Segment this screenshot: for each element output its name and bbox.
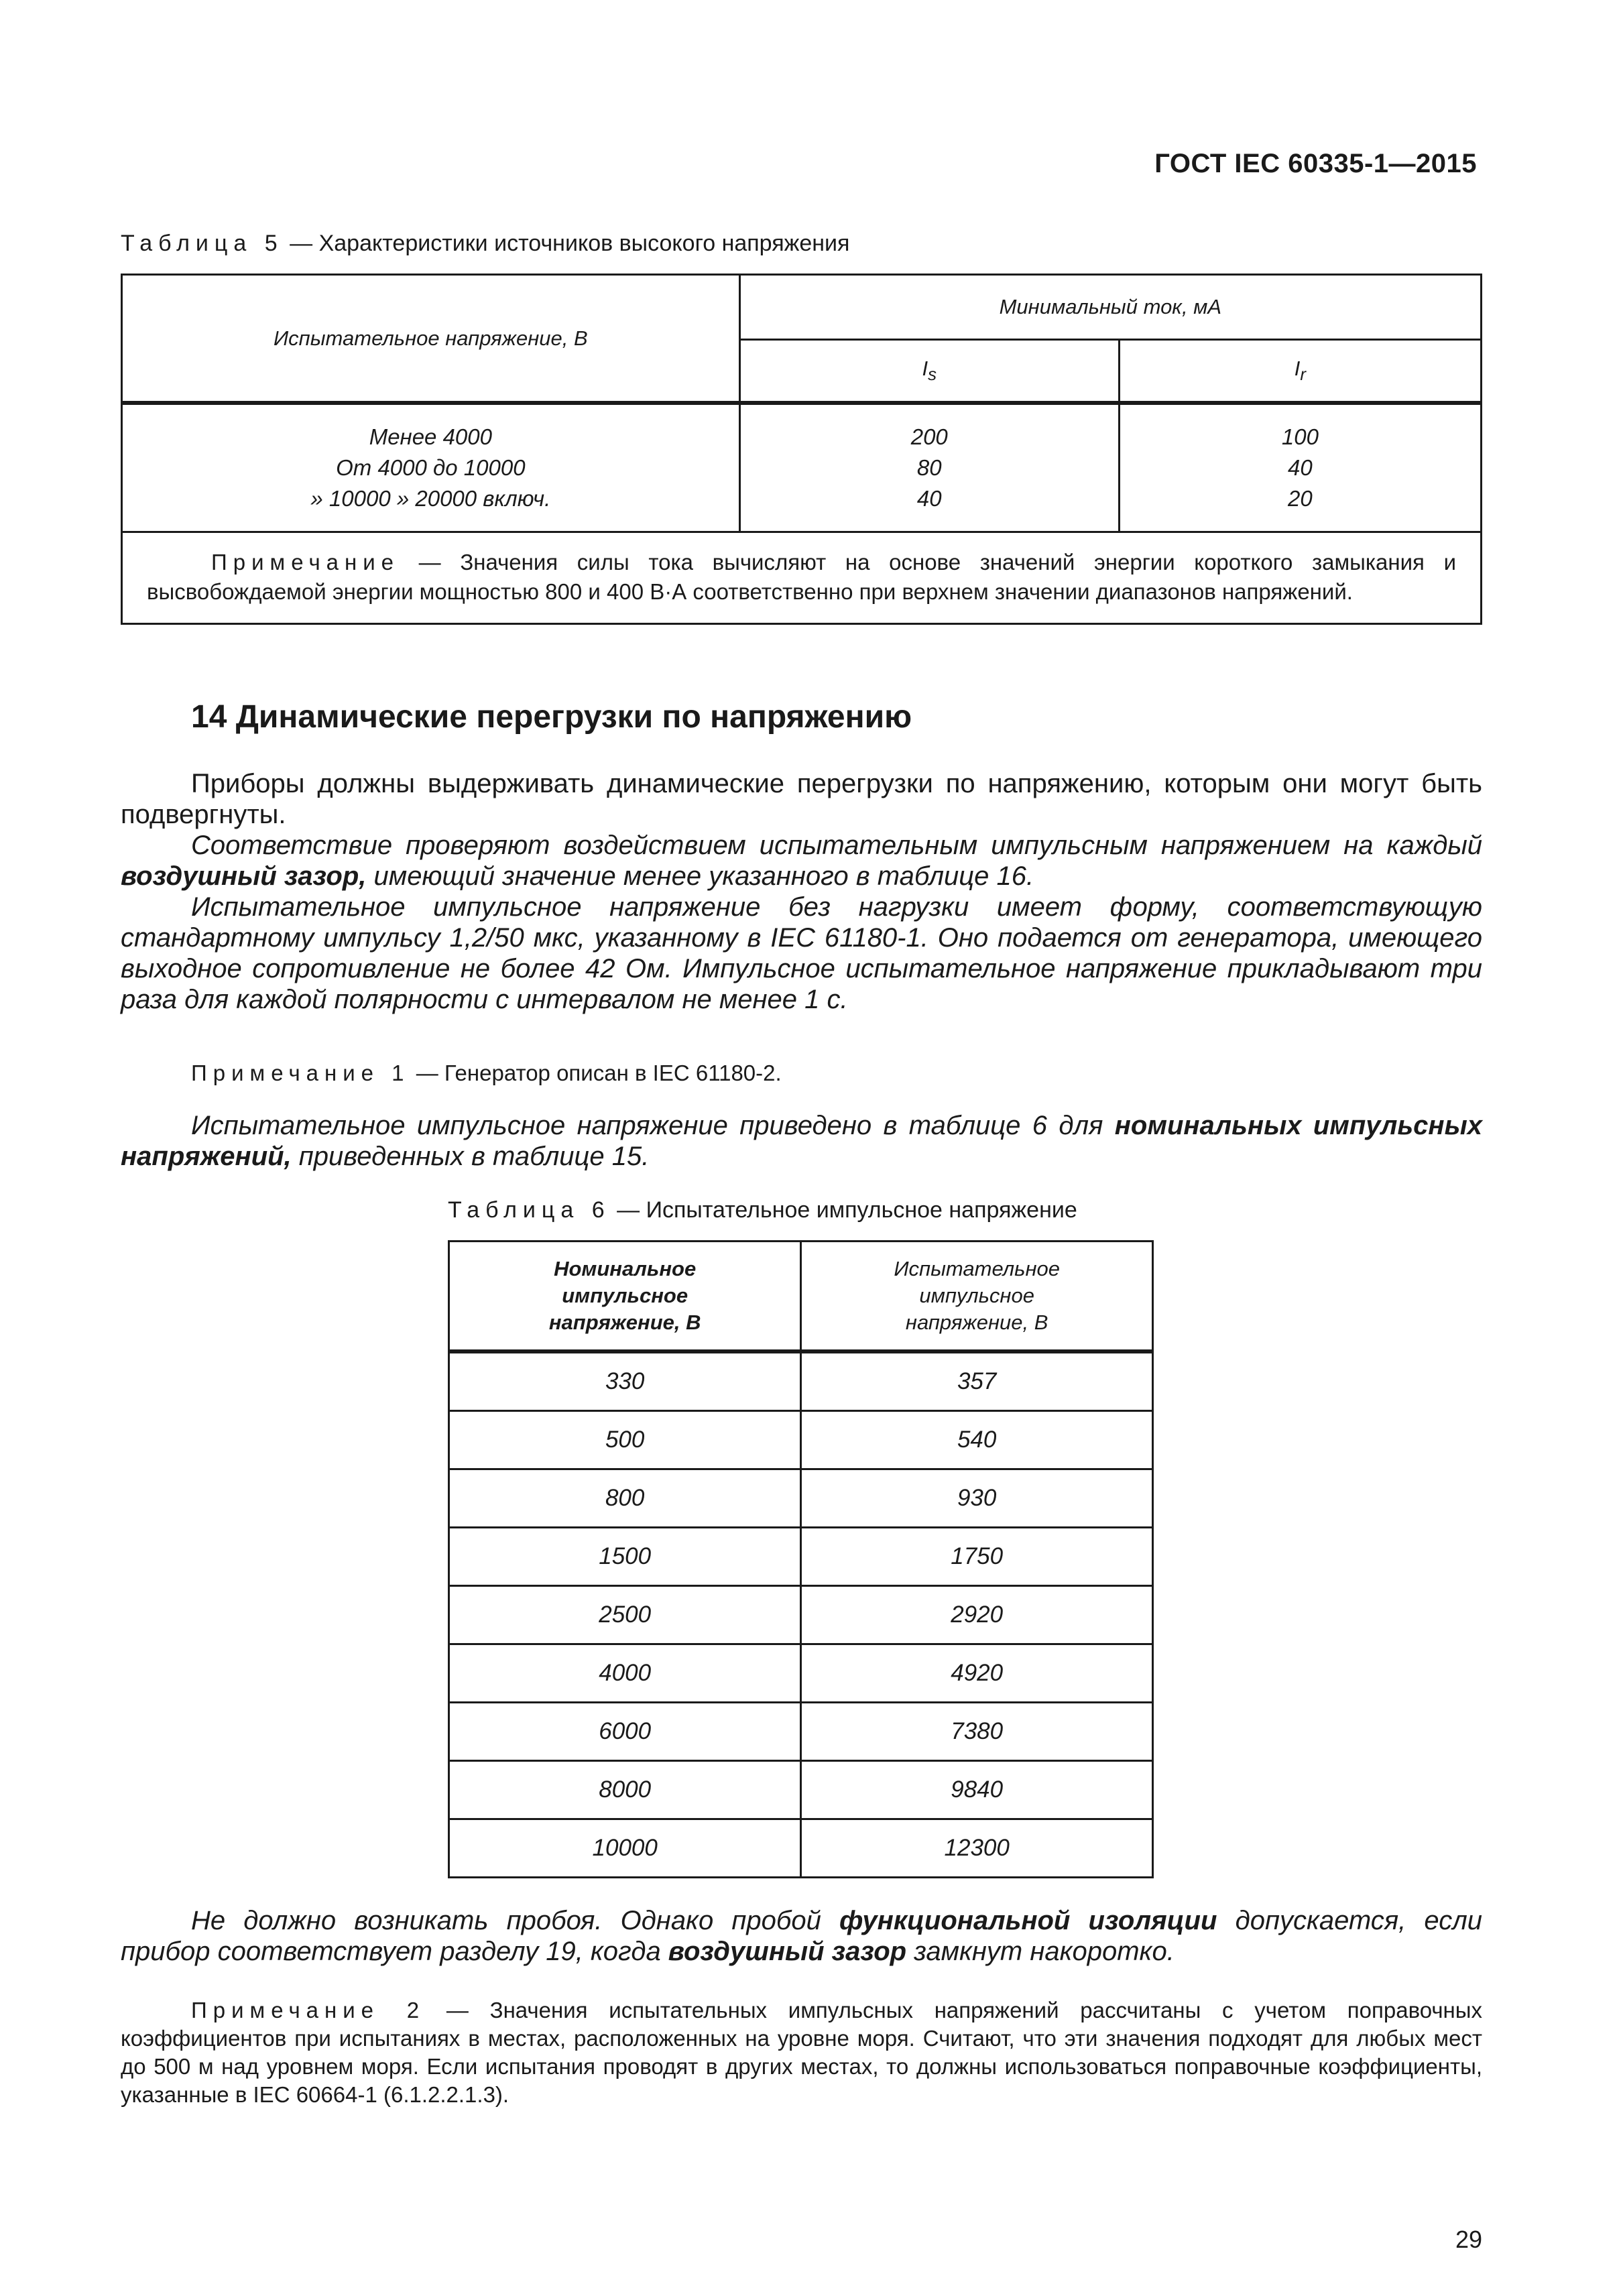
table5-ir-cell (1119, 403, 1481, 532)
table6-caption-text: — Испытательное импульсное напряжение (617, 1197, 1077, 1223)
p5-text: допускается, если прибор соответствует разделу 19, когда (121, 1906, 1482, 1966)
test-voltage-cell: 930 (801, 1469, 1153, 1528)
term-functional-insulation: функциональной изоляции (839, 1906, 1217, 1935)
table5-col1-header: Испытательное напряжение, В (122, 275, 740, 404)
voltage-value: От 4000 до 10000 (336, 455, 526, 480)
rated-voltage-cell: 10000 (449, 1819, 801, 1878)
table5-col2-header (739, 340, 1119, 404)
table5-group-header: Минимальный ток, мА (739, 275, 1481, 340)
note2-text: — Значения испытательных импульсных напряжений рассчитаны с учетом поправочных коэффициентов при испытаниях в местах, расположенных на уровне моря. Считают, что эти значения подходят для любых мест до 500 м над уровнем моря. Если испытания проводят в других местах, то должны использоваться поправочные коэффициенты, указанные в IEC 60664-1 (6.1.2.2.1.3). (121, 1998, 1483, 2107)
note2-label: Примечание 2 (191, 1998, 426, 2022)
note1-text: — Генератор описан в IEC 61180-2. (416, 1061, 782, 1085)
table6 (448, 1240, 1154, 1878)
table6-row (449, 1586, 1153, 1644)
table6-col2-header (801, 1242, 1153, 1352)
section-title: 14 Динамические перегрузки по напряжению (191, 699, 912, 735)
test-voltage-cell: 2920 (801, 1586, 1153, 1644)
ir-subscript: r (1300, 365, 1307, 385)
is-subscript: s (928, 365, 937, 385)
table6-caption-label: Таблица 6 (448, 1197, 611, 1223)
rated-voltage-cell: 800 (449, 1469, 801, 1528)
table6-row (449, 1528, 1153, 1586)
table5-col3-header (1119, 340, 1481, 404)
table6-caption (448, 1197, 1077, 1223)
ir-symbol: I (1294, 356, 1301, 380)
table5-is-cell (739, 403, 1119, 532)
is-value: 40 (916, 486, 942, 511)
test-voltage-cell: 4920 (801, 1644, 1153, 1703)
note-1 (121, 1059, 1482, 1087)
rated-voltage-cell: 330 (449, 1351, 801, 1411)
term-rated-impulse: номинальных импульсных напряжений, (121, 1111, 1482, 1171)
is-symbol: I (922, 356, 928, 380)
table5-caption (121, 231, 849, 257)
ir-value: 100 (1281, 424, 1319, 449)
table6-row (449, 1469, 1153, 1528)
p5-text: замкнут накоротко. (906, 1937, 1175, 1966)
term-air-gap: воздушный зазор (668, 1937, 907, 1966)
table6-row (449, 1644, 1153, 1703)
table5-note-label: Примечание (211, 550, 400, 575)
note-2 (121, 1996, 1482, 2109)
p2-text: Соответствие проверяют воздействием испытательным импульсным напряжением на каждый (191, 831, 1482, 860)
table6-row (449, 1411, 1153, 1469)
is-value: 80 (916, 455, 942, 480)
note1-label: Примечание 1 (191, 1061, 410, 1085)
table6-row (449, 1819, 1153, 1878)
test-voltage-cell: 12300 (801, 1819, 1153, 1878)
table6-col1-header-text: Номинальное импульсное напряжение, В (548, 1257, 701, 1334)
paragraph-4 (121, 1110, 1482, 1172)
paragraph-1: Приборы должны выдерживать динамические перегрузки по напряжению, которым они могут быть подвергнуты. (121, 769, 1482, 829)
table5 (121, 274, 1482, 625)
rated-voltage-cell: 500 (449, 1411, 801, 1469)
p5-text: Не должно возникать пробоя. Однако пробой (191, 1906, 840, 1935)
table6-row (449, 1761, 1153, 1819)
table5-note (122, 532, 1482, 624)
section-body (121, 768, 1482, 1015)
table5-note-text: — Значения силы тока вычисляют на основе значений энергии короткого замыкания и высвобождаемой энергии мощностью 800 и 400 В·А соответственно при верхнем значении диапазонов напряжений. (147, 550, 1457, 604)
is-value: 200 (910, 424, 948, 449)
ir-value: 20 (1288, 486, 1313, 511)
p4-text: Испытательное импульсное напряжение приведено в таблице 6 для (191, 1111, 1115, 1140)
paragraph-3: Испытательное импульсное напряжение без нагрузки имеет форму, соответствующую стандартному импульсу 1,2/50 мкс, указанному в IEC 61180-1. Оно подается от генератора, имеющего выходное сопротивление не более 42 Ом. Импульсное испытательное напряжение прикладывают три раза для каждой полярности с интервалом не менее 1 с. (121, 892, 1482, 1014)
p2-text: имеющий значение менее указанного в таблице 16. (366, 861, 1034, 891)
paragraph-2 (121, 830, 1482, 892)
p4-text: приведенных в таблице 15. (291, 1142, 650, 1171)
rated-voltage-cell: 8000 (449, 1761, 801, 1819)
test-voltage-cell: 7380 (801, 1703, 1153, 1761)
paragraph-5-block (121, 1905, 1482, 1967)
table6-col1-header (449, 1242, 801, 1352)
table6-row (449, 1703, 1153, 1761)
table5-caption-label: Таблица 5 (121, 231, 284, 256)
test-voltage-cell: 357 (801, 1351, 1153, 1411)
document-code: ГОСТ IEC 60335-1—2015 (1154, 149, 1477, 178)
table6-col2-header-text: Испытательное импульсное напряжение, В (894, 1257, 1060, 1334)
test-voltage-cell: 1750 (801, 1528, 1153, 1586)
rated-voltage-cell: 6000 (449, 1703, 801, 1761)
voltage-value: » 10000 » 20000 включ. (310, 486, 551, 511)
test-voltage-cell: 9840 (801, 1761, 1153, 1819)
paragraph-4-block (121, 1110, 1482, 1172)
rated-voltage-cell: 2500 (449, 1586, 801, 1644)
paragraph-5 (121, 1905, 1482, 1967)
table6-row (449, 1351, 1153, 1411)
test-voltage-cell: 540 (801, 1411, 1153, 1469)
term-air-gap: воздушный зазор, (121, 861, 367, 891)
table5-caption-text: — Характеристики источников высокого напряжения (290, 231, 850, 256)
ir-value: 40 (1288, 455, 1313, 480)
rated-voltage-cell: 1500 (449, 1528, 801, 1586)
voltage-value: Менее 4000 (369, 424, 492, 449)
page-number: 29 (1455, 2226, 1482, 2253)
table5-voltage-cell (122, 403, 740, 532)
rated-voltage-cell: 4000 (449, 1644, 801, 1703)
